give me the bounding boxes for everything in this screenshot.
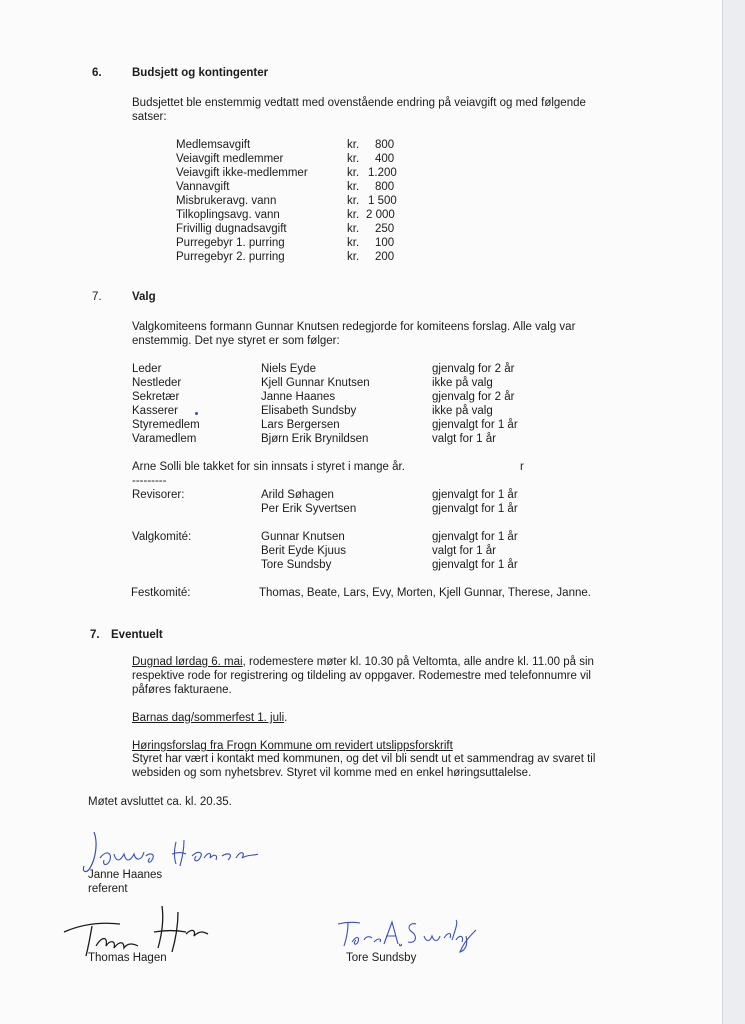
- board-role: Leder: [132, 363, 162, 375]
- fee-currency: kr.: [347, 139, 360, 151]
- fee-amount: 1 500: [368, 195, 397, 207]
- nomination-name: Tore Sundsby: [261, 559, 332, 571]
- misc-item3-line1: Styret har vært i kontakt med kommunen, og det vil bli sendt ut et sammendrag av svaret til: [132, 753, 596, 765]
- board-role: Sekretær: [132, 391, 180, 403]
- nomination-name: Gunnar Knutsen: [261, 531, 345, 543]
- section-7-intro-line1: Valgkomiteens formann Gunnar Knutsen redegjorde for komiteens forslag. Alle valg var: [132, 321, 576, 333]
- fee-label: Vannavgift: [176, 181, 230, 193]
- section-misc-heading: Eventuelt: [111, 629, 163, 641]
- fee-amount: 1.200: [368, 167, 397, 179]
- nomination-status: gjenvalgt for 1 år: [432, 559, 518, 571]
- board-name: Lars Bergersen: [261, 419, 340, 431]
- section-7-heading: Valg: [132, 291, 156, 303]
- signer2-name: Thomas Hagen: [88, 952, 167, 964]
- auditor-name: Per Erik Syvertsen: [261, 503, 357, 515]
- board-role: Kasserer: [132, 405, 179, 417]
- board-role: Varamedlem: [132, 433, 197, 445]
- section-misc-number: 7.: [90, 629, 100, 641]
- closing-line: Møtet avsluttet ca. kl. 20.35.: [88, 796, 232, 808]
- referent-role: referent: [88, 883, 128, 895]
- section-7-intro-line2: enstemmig. Det nye styret er som følger:: [132, 335, 340, 347]
- fee-amount: 200: [375, 251, 395, 263]
- auditor-status: gjenvalgt for 1 år: [432, 503, 518, 515]
- nomination-status: gjenvalgt for 1 år: [432, 531, 518, 543]
- auditor-status: gjenvalgt for 1 år: [432, 489, 518, 501]
- fee-label: Veiavgift medlemmer: [176, 153, 284, 165]
- board-status: ikke på valg: [432, 405, 493, 417]
- fee-amount: 2 000: [366, 209, 395, 221]
- section-6-intro-line2: satser:: [132, 111, 167, 123]
- fee-currency: kr.: [347, 181, 360, 193]
- section-7-number: 7.: [92, 291, 102, 303]
- misc-item2-text: .: [284, 712, 288, 724]
- fee-currency: kr.: [347, 223, 360, 235]
- referent-name: Janne Haanes: [88, 869, 163, 881]
- fee-currency: kr.: [347, 167, 360, 179]
- board-status: gjenvalg for 2 år: [432, 363, 515, 375]
- fee-currency: kr.: [347, 251, 360, 263]
- fee-amount: 250: [375, 223, 395, 235]
- fee-label: Medlemsavgift: [176, 139, 251, 151]
- fee-label: Purregebyr 2. purring: [176, 251, 285, 263]
- board-name: Niels Eyde: [261, 363, 316, 375]
- misc-item1-line3: påføres fakturaene.: [132, 684, 232, 696]
- fee-label: Purregebyr 1. purring: [176, 237, 285, 249]
- ink-dot-mark: [195, 412, 198, 415]
- fee-currency: kr.: [347, 153, 360, 165]
- nomination-status: valgt for 1 år: [432, 545, 496, 557]
- misc-item2-title: Barnas dag/sommerfest 1. juli: [132, 712, 285, 724]
- section-6-heading: Budsjett og kontingenter: [132, 67, 269, 79]
- misc-item3-title: Høringsforslag fra Frogn Kommune om revidert utslippsforskrift: [132, 740, 453, 752]
- nomination-label: Valgkomité:: [132, 531, 192, 543]
- thanks-line: Arne Solli ble takket for sin innsats i styret i mange år.: [132, 461, 405, 473]
- party-members: Thomas, Beate, Lars, Evy, Morten, Kjell Gunnar, Therese, Janne.: [259, 587, 591, 599]
- nomination-name: Berit Eyde Kjuus: [261, 545, 347, 557]
- fee-amount: 800: [375, 181, 395, 193]
- section-6-number: 6.: [92, 67, 102, 79]
- fee-label: Tilkoplingsavg. vann: [176, 209, 280, 221]
- fee-amount: 400: [375, 153, 395, 165]
- signature-tore-sundsby: [336, 914, 476, 954]
- board-name: Kjell Gunnar Knutsen: [261, 377, 370, 389]
- fee-currency: kr.: [347, 195, 360, 207]
- misc-item2-line: [132, 711, 287, 725]
- stray-mark: r: [520, 461, 524, 473]
- misc-item3-line2: websiden og som nyhetsbrev. Styret vil komme med en enkel høringsuttalelse.: [132, 767, 532, 779]
- divider-dashes: ---------: [132, 475, 167, 487]
- section-6-intro-line1: Budsjettet ble enstemmig vedtatt med ovenstående endring på veiavgift og med følgende: [132, 97, 586, 109]
- fee-label: Frivillig dugnadsavgift: [176, 223, 287, 235]
- board-name: Elisabeth Sundsby: [261, 405, 357, 417]
- fee-label: Misbrukeravg. vann: [176, 195, 277, 207]
- fee-amount: 800: [375, 139, 395, 151]
- board-status: gjenvalgt for 1 år: [432, 419, 518, 431]
- board-name: Janne Haanes: [261, 391, 336, 403]
- misc-item1-text: , rodemestere møter kl. 10.30 på Veltomta, alle andre kl. 11.00 på sin: [242, 656, 594, 668]
- misc-item1-title: Dugnad lørdag 6. mai: [132, 656, 243, 668]
- fee-label: Veiavgift ikke-medlemmer: [176, 167, 308, 179]
- board-status: gjenvalg for 2 år: [432, 391, 515, 403]
- auditors-label: Revisorer:: [132, 489, 185, 501]
- signer3-name: Tore Sundsby: [346, 952, 417, 964]
- auditor-name: Arild Søhagen: [261, 489, 334, 501]
- fee-currency: kr.: [347, 209, 360, 221]
- board-status: ikke på valg: [432, 377, 493, 389]
- board-role: Styremedlem: [132, 419, 200, 431]
- fee-amount: 100: [375, 237, 395, 249]
- fee-currency: kr.: [347, 237, 360, 249]
- party-label: Festkomité:: [131, 587, 191, 599]
- board-status: valgt for 1 år: [432, 433, 496, 445]
- misc-item1-line2: respektive rode for registrering og tildeling av oppgaver. Rodemestre med telefonnumre vil: [132, 670, 591, 682]
- board-role: Nestleder: [132, 377, 182, 389]
- board-name: Bjørn Erik Brynildsen: [261, 433, 369, 445]
- misc-item1-line1: [132, 655, 594, 669]
